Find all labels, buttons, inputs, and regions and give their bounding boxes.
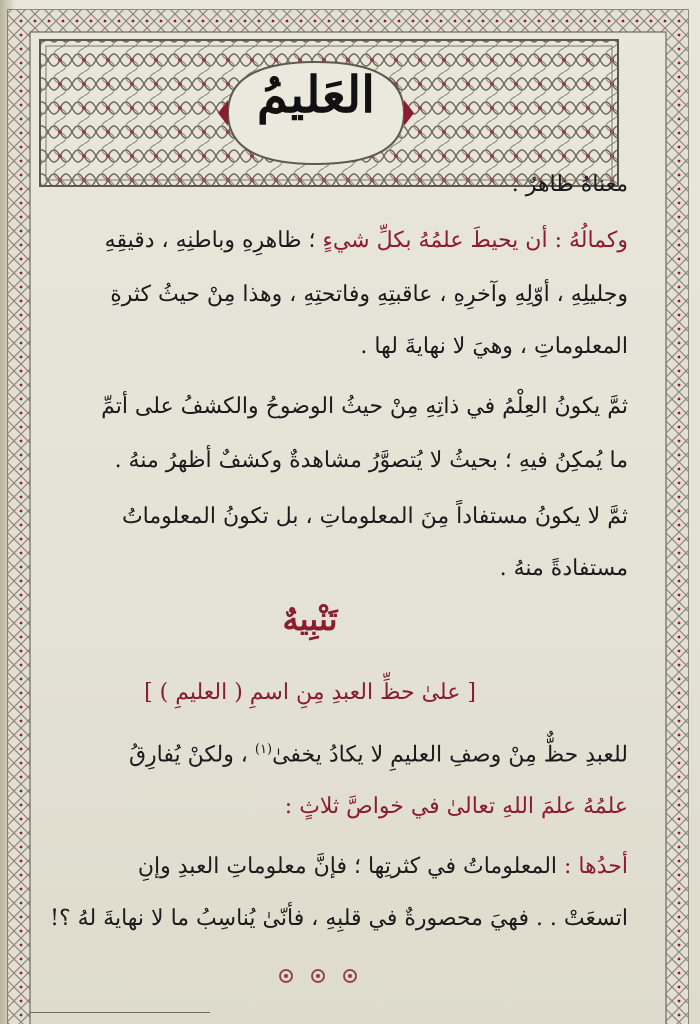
text-para1-line2: علمُهُ علمَ اللهِ تعالىٰ في خواصَّ ثلاثٍ : (284, 794, 628, 819)
text-para2-line1-rest: المعلوماتُ في كثرتِها ؛ فإنَّ معلوماتِ العبدِ وإنِ (137, 854, 558, 879)
text-perfection-rest: ؛ ظاهرِهِ وباطنِهِ ، دقيقِهِ (104, 228, 316, 253)
text-para1-line1 (129, 742, 628, 767)
text-para2-lead: أحدُها : (564, 854, 628, 879)
footnote-marker: (١) (254, 742, 273, 757)
text-line-4: ثمَّ يكونُ العِلْمُ في ذاتِهِ مِنْ حيثُ الوضوحُ والكشفُ على أتمِّ (101, 394, 628, 419)
text-para1-line1-a: للعبدِ حظٌّ مِنْ وصفِ العليمِ لا يكادُ يخفىٰ (272, 742, 628, 768)
text-line-meaning: معناهُ ظاهرٌ . (511, 172, 628, 197)
page-title: العَليمُ (256, 65, 376, 124)
text-line-5: ما يُمكِنُ فيهِ ؛ بحيثُ لا يُتصوَّرُ مشاهدةٌ وكشفٌ أظهرُ منهُ . (114, 448, 628, 473)
text-line-perfection (105, 228, 628, 253)
text-line-7: مستفادةً منهُ . (499, 556, 628, 581)
section-subheading: [ علىٰ حظِّ العبدِ مِنِ اسمِ ( العليمِ ) ] (144, 680, 476, 705)
text-line-6: ثمَّ لا يكونُ مستفاداً مِنَ المعلوماتِ ، بل تكونُ المعلوماتُ (121, 504, 628, 529)
text-line-2: وجليلِهِ ، أوّلِهِ وآخرِهِ ، عاقبتِهِ وفاتحتِهِ ، وهذا مِنْ حيثُ كثرةِ (110, 282, 628, 307)
section-title: تَنْبِيهٌ (282, 600, 338, 638)
text-perfection-highlight: أن يحيطَ علمُهُ بكلِّ شيءٍ (322, 228, 548, 253)
text-perfection-lead: وكمالُهُ : (554, 228, 628, 253)
text-line-3: المعلوماتِ ، وهيَ لا نهايةَ لها . (360, 334, 628, 359)
text-para2-line1 (138, 854, 628, 879)
text-para1-line1-b: ، ولكنْ يُفارِقُ (128, 742, 248, 768)
text-para2-line2: اتسعَتْ . . فهيَ محصورةٌ في قلبِهِ ، فأنّىٰ يُناسِبُ ما لا نهايةَ لهُ ؟! (50, 906, 628, 931)
footnote-divider (30, 1012, 210, 1013)
